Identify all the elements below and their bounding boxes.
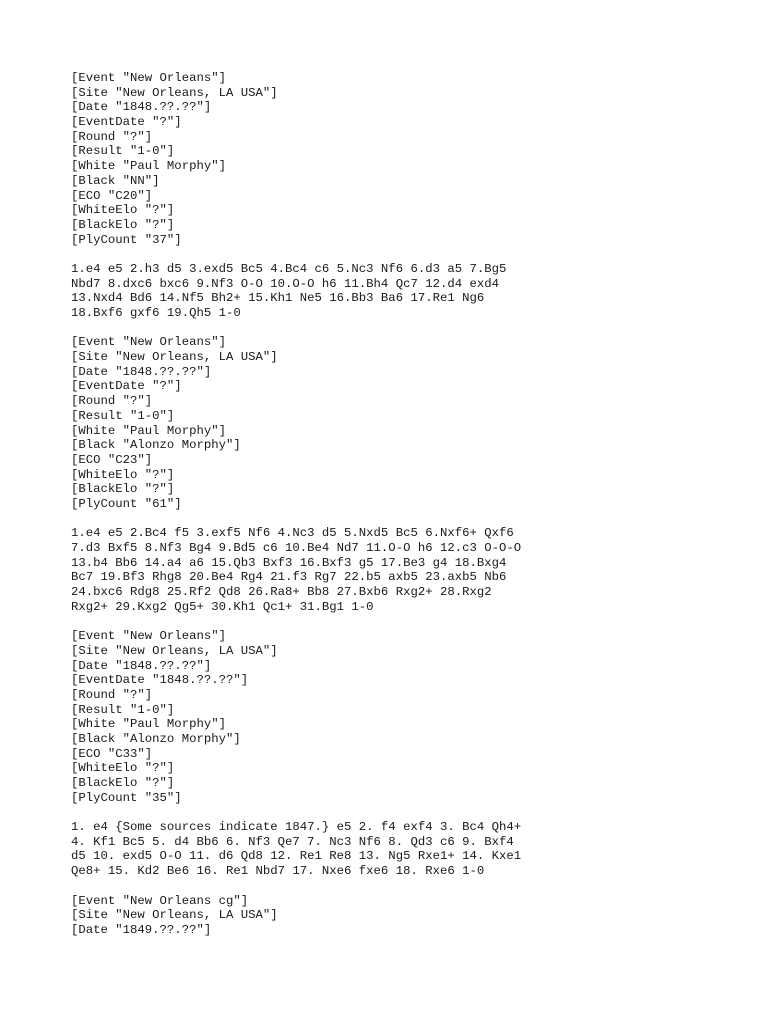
pgn-document bbox=[71, 71, 741, 952]
tag-line: [Result "1-0"] bbox=[71, 144, 175, 159]
game-1 bbox=[71, 71, 741, 321]
move-line: 24.bxc6 Rdg8 25.Rf2 Qd8 26.Ra8+ Bb8 27.Bxb6 Rxg2+ 28.Rxg2 bbox=[71, 585, 492, 600]
tag-line: [Result "1-0"] bbox=[71, 702, 175, 717]
tag-line: [Black "NN"] bbox=[71, 173, 160, 188]
tag-line: [PlyCount "61"] bbox=[71, 496, 182, 511]
tag-line: [Event "New Orleans cg"] bbox=[71, 893, 249, 908]
tag-line: [WhiteElo "?"] bbox=[71, 761, 175, 776]
tag-line: [ECO "C33"] bbox=[71, 746, 153, 761]
tag-line: [BlackElo "?"] bbox=[71, 776, 175, 790]
tag-line: [BlackElo "?"] bbox=[71, 217, 175, 232]
move-line: Bc7 19.Bf3 Rhg8 20.Be4 Rg4 21.f3 Rg7 22.b5 axb5 23.axb5 Nb6 bbox=[71, 570, 507, 585]
tag-line: [PlyCount "35"] bbox=[71, 790, 182, 805]
tag-line: [EventDate "?"] bbox=[71, 115, 182, 130]
move-line: 1.e4 e5 2.h3 d5 3.exd5 Bc5 4.Bc4 c6 5.Nc3 Nf6 6.d3 a5 7.Bg5 bbox=[71, 261, 507, 276]
tag-line: [Black "Alonzo Morphy"] bbox=[71, 438, 241, 453]
move-line: Rxg2+ 29.Kxg2 Qg5+ 30.Kh1 Qc1+ 31.Bg1 1-0 bbox=[71, 599, 374, 614]
tag-line: [Date "1848.??.??"] bbox=[71, 364, 212, 379]
tag-line: [EventDate "1848.??.??"] bbox=[71, 673, 249, 688]
tag-line: [PlyCount "37"] bbox=[71, 232, 182, 247]
tag-line: [Site "New Orleans, LA USA"] bbox=[71, 908, 278, 923]
game-4 bbox=[71, 894, 741, 938]
tag-line: [Event "New Orleans"] bbox=[71, 629, 226, 644]
tag-line: [Event "New Orleans"] bbox=[71, 71, 226, 85]
tag-line: [Date "1848.??.??"] bbox=[71, 658, 212, 673]
tag-line: [Date "1848.??.??"] bbox=[71, 100, 212, 115]
tag-line: [Round "?"] bbox=[71, 394, 153, 409]
tag-line: [EventDate "?"] bbox=[71, 379, 182, 394]
tag-line: [BlackElo "?"] bbox=[71, 482, 175, 497]
move-line: 1.e4 e5 2.Bc4 f5 3.exf5 Nf6 4.Nc3 d5 5.Nxd5 Bc5 6.Nxf6+ Qxf6 bbox=[71, 526, 514, 541]
move-line: 18.Bxf6 gxf6 19.Qh5 1-0 bbox=[71, 306, 241, 320]
game-2 bbox=[71, 335, 741, 614]
game-1-moves bbox=[71, 262, 741, 321]
tag-line: [Site "New Orleans, LA USA"] bbox=[71, 85, 278, 100]
tag-line: [Result "1-0"] bbox=[71, 408, 175, 423]
tag-line: [Black "Alonzo Morphy"] bbox=[71, 731, 241, 746]
tag-line: [Site "New Orleans, LA USA"] bbox=[71, 643, 278, 658]
tag-line: [ECO "C23"] bbox=[71, 452, 153, 467]
move-line: 13.b4 Bb6 14.a4 a6 15.Qb3 Bxf3 16.Bxf3 g5 17.Be3 g4 18.Bxg4 bbox=[71, 555, 507, 570]
game-3-tags bbox=[71, 629, 741, 805]
tag-line: [WhiteElo "?"] bbox=[71, 203, 175, 218]
move-line: Nbd7 8.dxc6 bxc6 9.Nf3 O-O 10.O-O h6 11.Bh4 Qc7 12.d4 exd4 bbox=[71, 276, 500, 291]
tag-line: [Round "?"] bbox=[71, 129, 153, 144]
move-line: d5 10. exd5 O-O 11. d6 Qd8 12. Re1 Re8 13. Ng5 Rxe1+ 14. Kxe1 bbox=[71, 849, 522, 864]
game-4-tags bbox=[71, 894, 741, 938]
move-line: 13.Nxd4 Bd6 14.Nf5 Bh2+ 15.Kh1 Ne5 16.Bb3 Ba6 17.Re1 Ng6 bbox=[71, 291, 485, 306]
tag-line: [White "Paul Morphy"] bbox=[71, 423, 226, 438]
game-2-tags bbox=[71, 335, 741, 511]
tag-line: [Event "New Orleans"] bbox=[71, 335, 226, 350]
tag-line: [Site "New Orleans, LA USA"] bbox=[71, 350, 278, 365]
game-2-moves bbox=[71, 526, 741, 614]
game-3 bbox=[71, 629, 741, 879]
game-3-moves bbox=[71, 820, 741, 879]
tag-line: [White "Paul Morphy"] bbox=[71, 159, 226, 174]
tag-line: [Date "1849.??.??"] bbox=[71, 922, 212, 937]
tag-line: [Round "?"] bbox=[71, 687, 153, 702]
tag-line: [White "Paul Morphy"] bbox=[71, 717, 226, 732]
move-line: 7.d3 Bxf5 8.Nf3 Bg4 9.Bd5 c6 10.Be4 Nd7 11.O-O h6 12.c3 O-O-O bbox=[71, 541, 522, 555]
game-1-tags bbox=[71, 71, 741, 247]
move-line: 4. Kf1 Bc5 5. d4 Bb6 6. Nf3 Qe7 7. Nc3 Nf6 8. Qd3 c6 9. Bxf4 bbox=[71, 834, 514, 849]
move-line: Qe8+ 15. Kd2 Be6 16. Re1 Nbd7 17. Nxe6 fxe6 18. Rxe6 1-0 bbox=[71, 864, 485, 879]
tag-line: [WhiteElo "?"] bbox=[71, 467, 175, 482]
move-line: 1. e4 {Some sources indicate 1847.} e5 2. f4 exf4 3. Bc4 Qh4+ bbox=[71, 820, 522, 835]
tag-line: [ECO "C20"] bbox=[71, 188, 153, 203]
